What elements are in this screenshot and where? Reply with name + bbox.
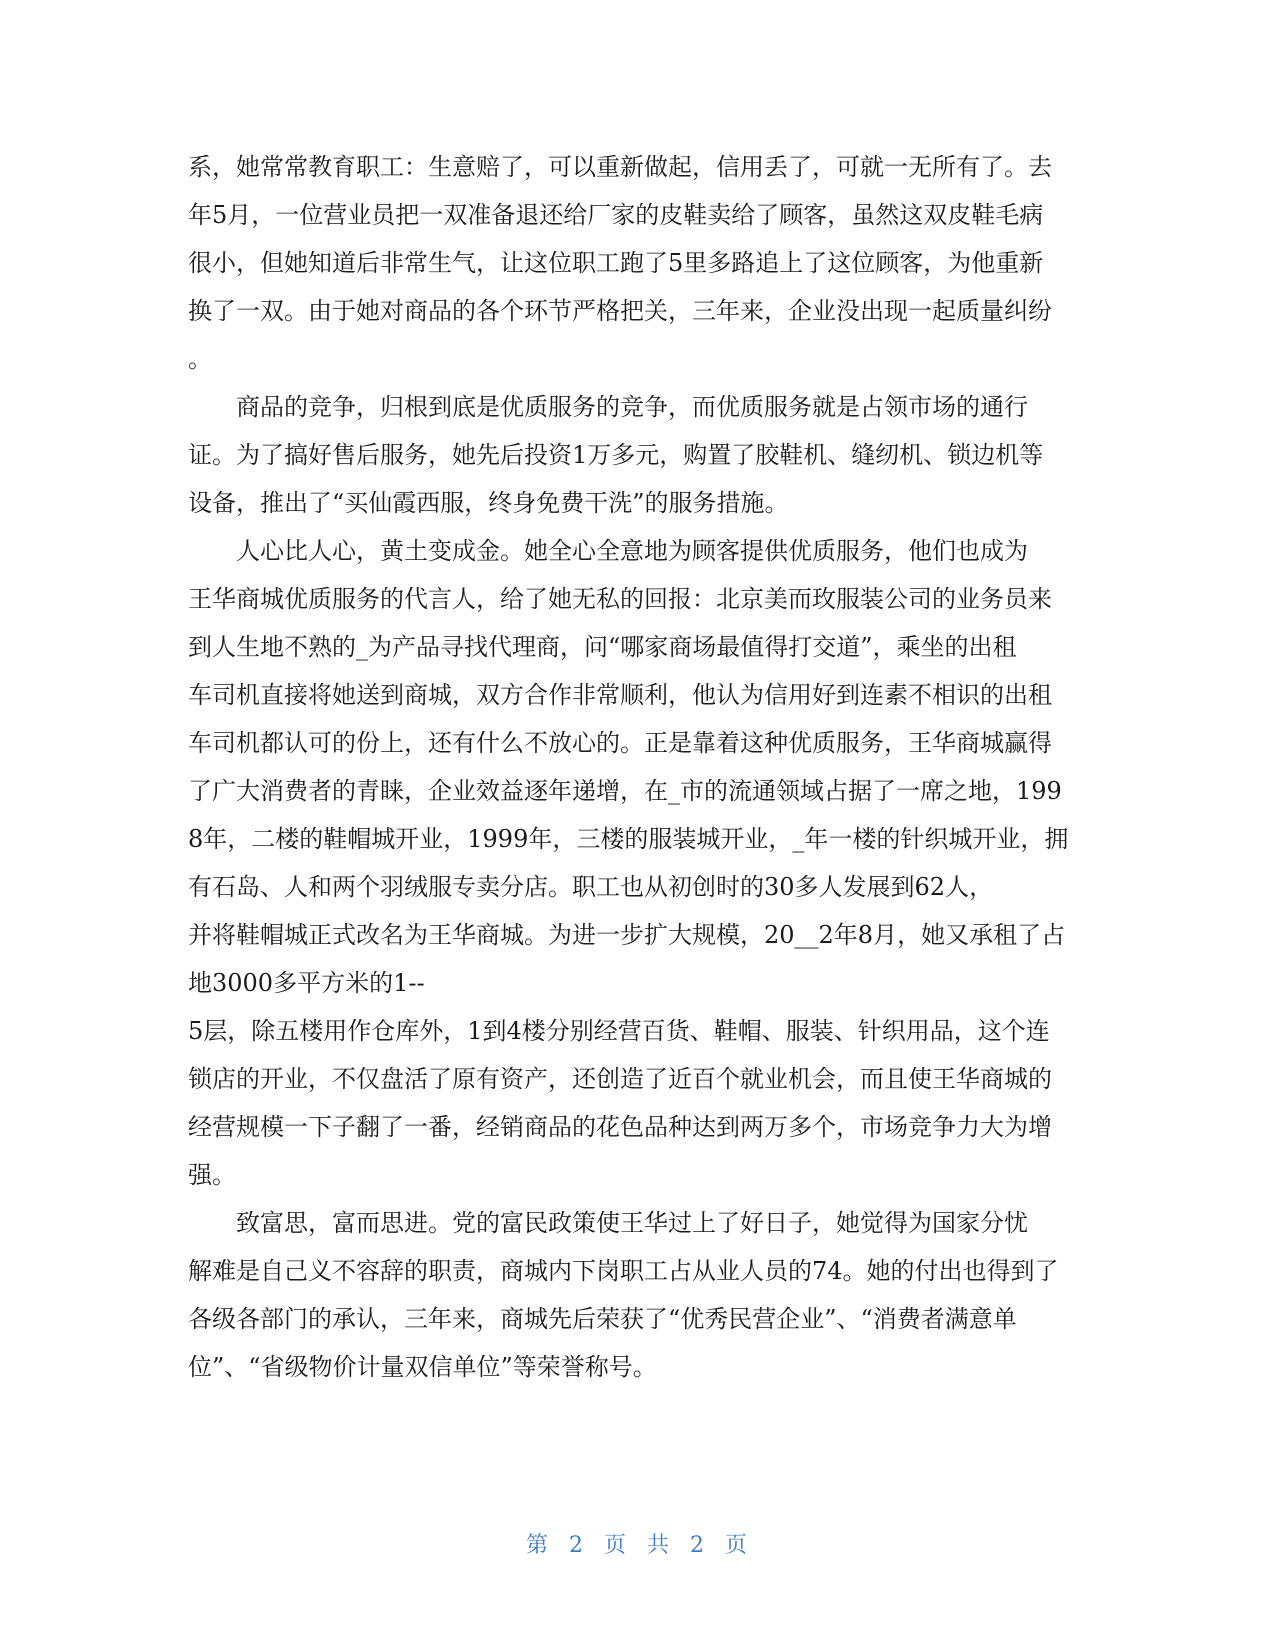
- text-line: 很小，但她知道后非常生气，让这位职工跑了5里多路追上了这位顾客，为他重新: [188, 249, 1044, 277]
- text-line: 致富思，富而思进。党的富民政策使王华过上了好日子，她觉得为国家分忧: [188, 1209, 1028, 1237]
- text-line: 。: [188, 345, 212, 373]
- text-line: 换了一双。由于她对商品的各个环节严格把关，三年来，企业没出现一起质量纠纷: [188, 297, 1052, 325]
- text-line: 并将鞋帽城正式改名为王华商城。为进一步扩大规模，20__2年8月，她又承租了占: [188, 921, 1066, 949]
- text-line: 8年，二楼的鞋帽城开业，1999年，三楼的服装城开业，_年一楼的针织城开业，拥: [188, 825, 1069, 853]
- text-line: 车司机都认可的份上，还有什么不放心的。正是靠着这种优质服务，王华商城赢得: [188, 729, 1052, 757]
- text-line: 位”、“省级物价计量双信单位”等荣誉称号。: [188, 1353, 657, 1381]
- text-line: 了广大消费者的青睐，企业效益逐年递增，在_市的流通领域占据了一席之地，199: [188, 777, 1062, 805]
- text-line: 地3000多平方米的1--: [188, 969, 425, 997]
- text-line: 解难是自己义不容辞的职责，商城内下岗职工占从业人员的74。她的付出也得到了: [188, 1257, 1059, 1285]
- text-line: 有石岛、人和两个羽绒服专卖分店。职工也从初创时的30多人发展到62人，: [188, 873, 994, 901]
- page-number-footer: 第 2 页 共 2 页: [526, 1533, 749, 1558]
- text-line: 车司机直接将她送到商城，双方合作非常顺利，他认为信用好到连素不相识的出租: [188, 681, 1052, 709]
- text-line: 证。为了搞好售后服务，她先后投资1万多元，购置了胶鞋机、缝纫机、锁边机等: [188, 441, 1044, 469]
- text-line: 各级各部门的承认，三年来，商城先后荣获了“优秀民营企业”、“消费者满意单: [188, 1305, 1017, 1333]
- text-line: 系，她常常教育职工：生意赔了，可以重新做起，信用丢了，可就一无所有了。去: [188, 153, 1052, 181]
- text-line: 到人生地不熟的_为产品寻找代理商，问“哪家商场最值得打交道”，乘坐的出租: [188, 633, 1017, 661]
- text-line: 年5月，一位营业员把一双准备退还给厂家的皮鞋卖给了顾客，虽然这双皮鞋毛病: [188, 201, 1044, 229]
- text-line: 人心比人心，黄土变成金。她全心全意地为顾客提供优质服务，他们也成为: [188, 537, 1028, 565]
- text-line: 设备，推出了“买仙霞西服，终身免费干洗”的服务措施。: [188, 489, 789, 517]
- text-line: 锁店的开业，不仅盘活了原有资产，还创造了近百个就业机会，而且使王华商城的: [188, 1065, 1052, 1093]
- text-line: 经营规模一下子翻了一番，经销商品的花色品种达到两万多个，市场竞争力大为增: [188, 1113, 1052, 1141]
- text-line: 商品的竞争，归根到底是优质服务的竞争，而优质服务就是占领市场的通行: [188, 393, 1028, 421]
- text-line: 5层，除五楼用作仓库外，1到4楼分别经营百货、鞋帽、服装、针织用品，这个连: [188, 1017, 1050, 1045]
- document-body: [188, 143, 1088, 1391]
- text-line: 强。: [188, 1161, 236, 1189]
- text-line: 王华商城优质服务的代言人，给了她无私的回报：北京美而玫服装公司的业务员来: [188, 585, 1052, 613]
